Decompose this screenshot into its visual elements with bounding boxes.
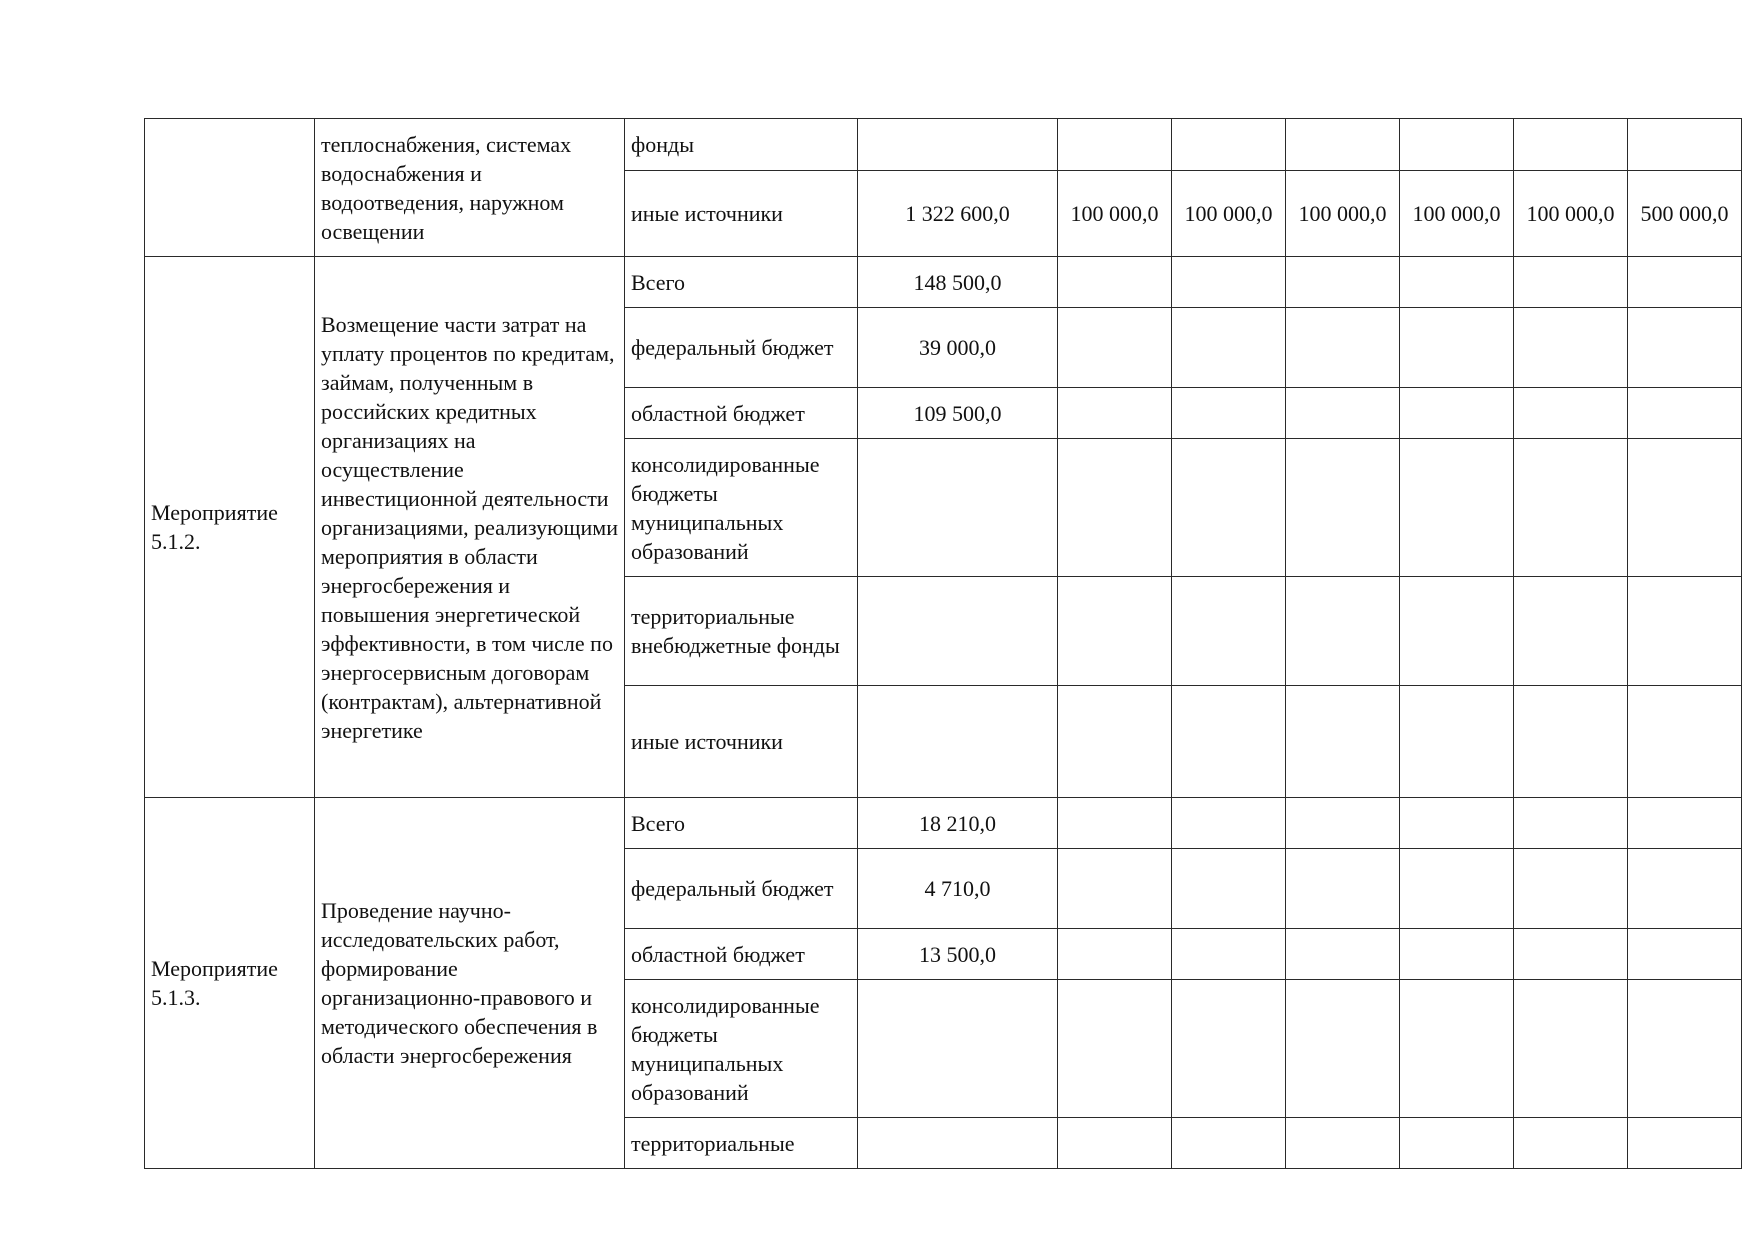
amount-cell bbox=[1286, 388, 1400, 439]
table-row bbox=[145, 119, 1742, 171]
amount-cell bbox=[1514, 929, 1628, 980]
amount-cell bbox=[1400, 388, 1514, 439]
amount-cell: 100 000,0 bbox=[1400, 171, 1514, 257]
amount-cell bbox=[1058, 849, 1172, 929]
amount-cell bbox=[1628, 1118, 1742, 1169]
amount-cell bbox=[1514, 257, 1628, 308]
amount-cell bbox=[1628, 439, 1742, 577]
amount-cell bbox=[1172, 798, 1286, 849]
amount-cell bbox=[1400, 439, 1514, 577]
amount-cell bbox=[1400, 257, 1514, 308]
amount-cell bbox=[1514, 577, 1628, 686]
amount-cell bbox=[858, 686, 1058, 798]
amount-cell bbox=[858, 439, 1058, 577]
amount-cell bbox=[1058, 577, 1172, 686]
amount-cell bbox=[1286, 980, 1400, 1118]
amount-cell bbox=[1286, 308, 1400, 388]
amount-cell bbox=[1628, 798, 1742, 849]
amount-cell bbox=[1286, 1118, 1400, 1169]
amount-cell bbox=[858, 577, 1058, 686]
amount-cell bbox=[1514, 119, 1628, 171]
amount-cell bbox=[1628, 686, 1742, 798]
amount-cell: 500 000,0 bbox=[1628, 171, 1742, 257]
funding-source-cell: территориальные внебюджетные фонды bbox=[625, 577, 858, 686]
amount-cell: 4 710,0 bbox=[858, 849, 1058, 929]
amount-cell bbox=[1400, 1118, 1514, 1169]
amount-cell bbox=[1514, 388, 1628, 439]
amount-cell bbox=[1172, 257, 1286, 308]
amount-cell bbox=[1628, 577, 1742, 686]
amount-cell bbox=[1172, 929, 1286, 980]
amount-cell bbox=[1058, 257, 1172, 308]
amount-cell: 18 210,0 bbox=[858, 798, 1058, 849]
amount-cell bbox=[1400, 577, 1514, 686]
amount-cell bbox=[1172, 686, 1286, 798]
funding-source-cell: фонды bbox=[625, 119, 858, 171]
event-description-cell: Возмещение части затрат на уплату процентов по кредитам, займам, полученным в российских кредитных организациях на осуществление инвестиционной деятельности организациями, реализующими мероприятия в области энергосбережения и повышения энергетической эффективности, в том числе по энергосервисным договорам (контрактам), альтернативной энергетике bbox=[315, 257, 625, 798]
amount-cell bbox=[1628, 929, 1742, 980]
amount-cell bbox=[1628, 257, 1742, 308]
amount-cell bbox=[1628, 849, 1742, 929]
amount-cell bbox=[1286, 257, 1400, 308]
funding-source-cell: Всего bbox=[625, 257, 858, 308]
amount-cell bbox=[1058, 798, 1172, 849]
amount-cell: 148 500,0 bbox=[858, 257, 1058, 308]
amount-cell bbox=[1058, 439, 1172, 577]
amount-cell bbox=[1400, 849, 1514, 929]
amount-cell: 100 000,0 bbox=[1286, 171, 1400, 257]
funding-source-cell: консолидированные бюджеты муниципальных образований bbox=[625, 439, 858, 577]
amount-cell bbox=[1628, 980, 1742, 1118]
budget-table bbox=[144, 118, 1742, 1169]
amount-cell: 39 000,0 bbox=[858, 308, 1058, 388]
amount-cell bbox=[1058, 388, 1172, 439]
amount-cell bbox=[1514, 980, 1628, 1118]
event-description-cell: теплоснабжения, системах водоснабжения и водоотведения, наружном освещении bbox=[315, 119, 625, 257]
funding-source-cell: иные источники bbox=[625, 171, 858, 257]
amount-cell bbox=[1514, 1118, 1628, 1169]
funding-source-cell: областной бюджет bbox=[625, 929, 858, 980]
amount-cell bbox=[1172, 388, 1286, 439]
funding-source-cell: федеральный бюджет bbox=[625, 849, 858, 929]
amount-cell bbox=[1286, 119, 1400, 171]
amount-cell bbox=[1172, 308, 1286, 388]
amount-cell bbox=[1058, 929, 1172, 980]
amount-cell bbox=[1514, 308, 1628, 388]
funding-source-cell: Всего bbox=[625, 798, 858, 849]
amount-cell: 13 500,0 bbox=[858, 929, 1058, 980]
amount-cell bbox=[1286, 439, 1400, 577]
amount-cell: 100 000,0 bbox=[1058, 171, 1172, 257]
amount-cell bbox=[1400, 686, 1514, 798]
amount-cell: 1 322 600,0 bbox=[858, 171, 1058, 257]
amount-cell bbox=[1514, 439, 1628, 577]
amount-cell bbox=[1514, 686, 1628, 798]
amount-cell bbox=[1172, 119, 1286, 171]
funding-source-cell: консолидированные бюджеты муниципальных образований bbox=[625, 980, 858, 1118]
amount-cell bbox=[1514, 798, 1628, 849]
amount-cell bbox=[1286, 577, 1400, 686]
event-description-cell: Проведение научно-исследовательских работ, формирование организационно-правового и методического обеспечения в области энергосбережения bbox=[315, 798, 625, 1169]
amount-cell bbox=[858, 980, 1058, 1118]
amount-cell: 100 000,0 bbox=[1514, 171, 1628, 257]
amount-cell bbox=[1400, 119, 1514, 171]
amount-cell bbox=[1286, 798, 1400, 849]
amount-cell bbox=[1628, 308, 1742, 388]
amount-cell bbox=[1400, 929, 1514, 980]
amount-cell bbox=[1400, 798, 1514, 849]
funding-source-cell: федеральный бюджет bbox=[625, 308, 858, 388]
event-label-cell: Мероприятие 5.1.2. bbox=[145, 257, 315, 798]
funding-source-cell: областной бюджет bbox=[625, 388, 858, 439]
funding-source-cell: территориальные bbox=[625, 1118, 858, 1169]
amount-cell bbox=[1172, 849, 1286, 929]
table-row bbox=[145, 257, 1742, 308]
amount-cell bbox=[858, 1118, 1058, 1169]
amount-cell bbox=[1058, 119, 1172, 171]
amount-cell: 109 500,0 bbox=[858, 388, 1058, 439]
amount-cell bbox=[1400, 980, 1514, 1118]
amount-cell bbox=[1172, 980, 1286, 1118]
amount-cell bbox=[1058, 308, 1172, 388]
amount-cell bbox=[1286, 849, 1400, 929]
amount-cell: 100 000,0 bbox=[1172, 171, 1286, 257]
amount-cell bbox=[1514, 849, 1628, 929]
event-label-cell: Мероприятие 5.1.3. bbox=[145, 798, 315, 1169]
amount-cell bbox=[1172, 1118, 1286, 1169]
table-row bbox=[145, 798, 1742, 849]
amount-cell bbox=[1058, 980, 1172, 1118]
amount-cell bbox=[1628, 119, 1742, 171]
funding-source-cell: иные источники bbox=[625, 686, 858, 798]
amount-cell bbox=[1058, 1118, 1172, 1169]
amount-cell bbox=[1286, 686, 1400, 798]
amount-cell bbox=[1058, 686, 1172, 798]
amount-cell bbox=[1628, 388, 1742, 439]
amount-cell bbox=[1400, 308, 1514, 388]
amount-cell bbox=[1172, 577, 1286, 686]
amount-cell bbox=[1286, 929, 1400, 980]
amount-cell bbox=[858, 119, 1058, 171]
event-label-cell bbox=[145, 119, 315, 257]
budget-table-body bbox=[145, 119, 1742, 1169]
amount-cell bbox=[1172, 439, 1286, 577]
